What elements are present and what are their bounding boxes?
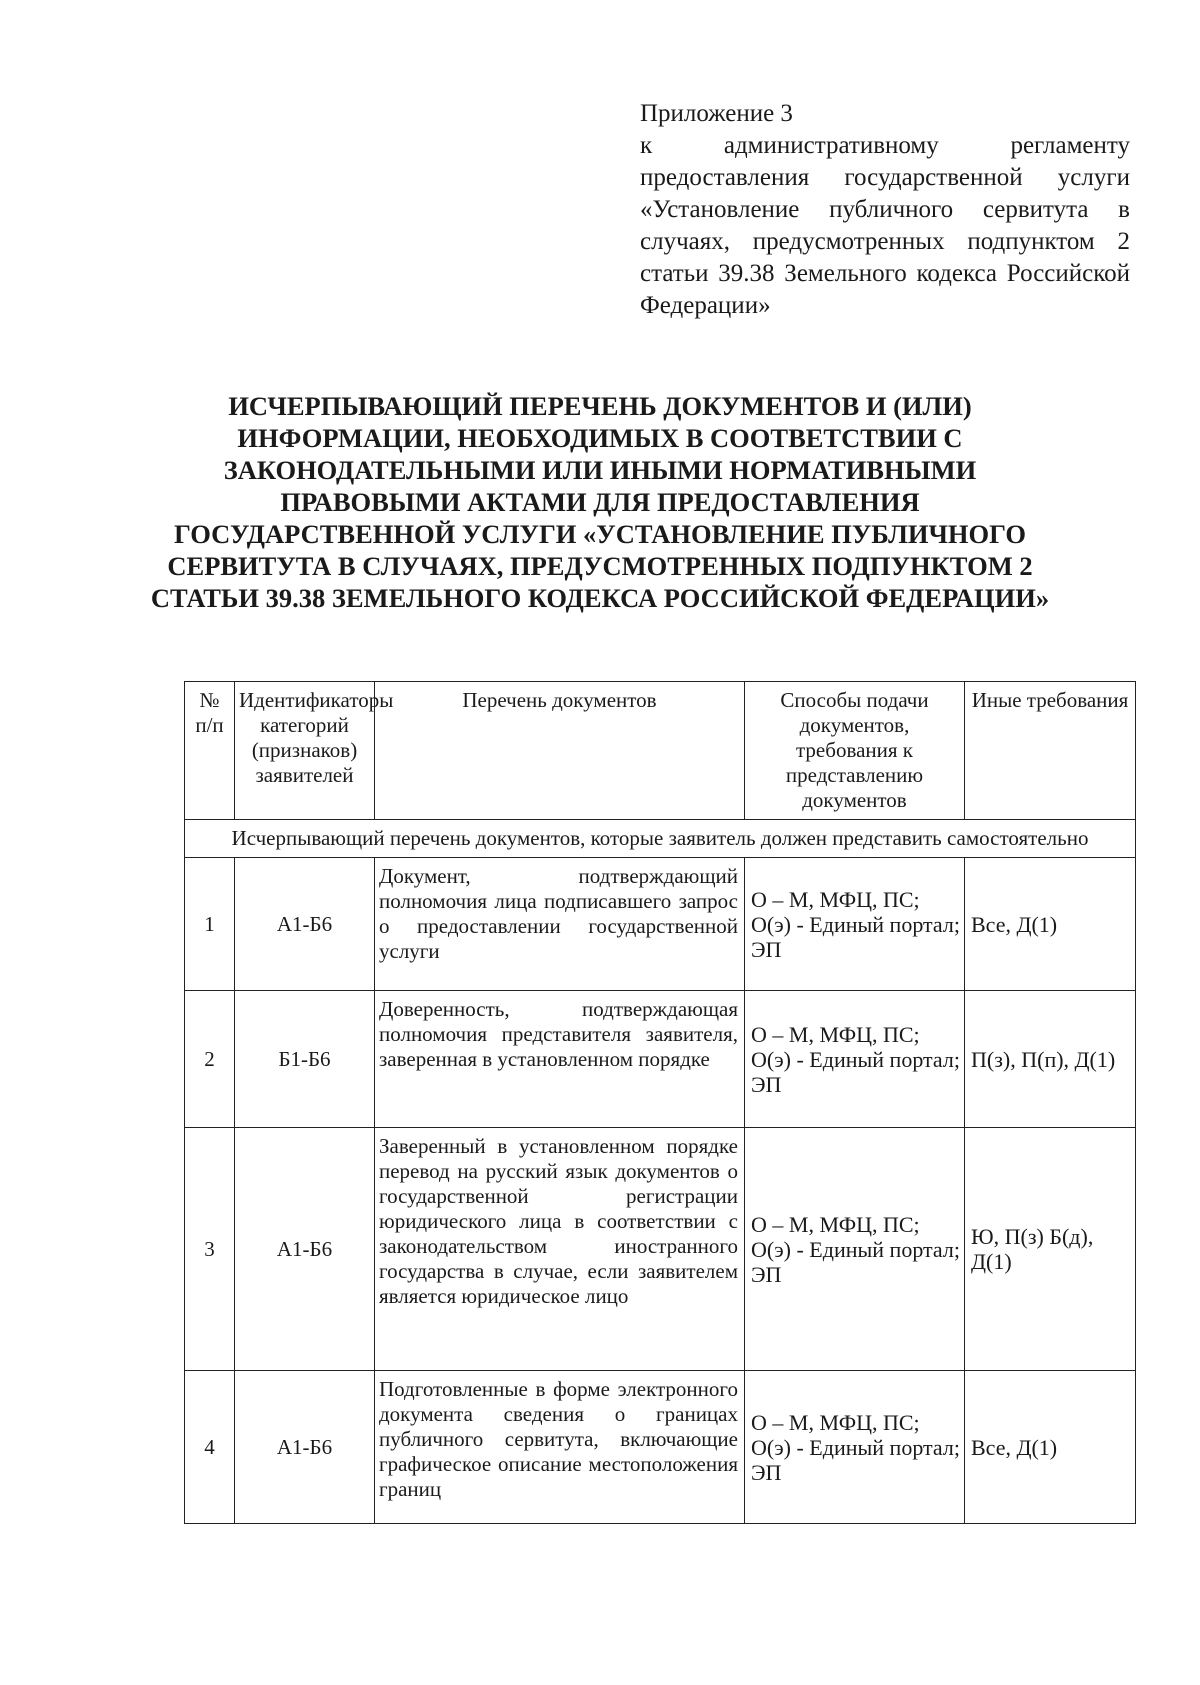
table-row — [185, 858, 1136, 991]
row-applicant-id: Б1-Б6 — [235, 991, 375, 1128]
appendix-number: Приложение 3 — [640, 100, 793, 127]
table-row — [185, 1128, 1136, 1371]
header-document-list: Перечень документов — [375, 682, 745, 820]
appendix-header — [640, 98, 1130, 322]
row-document: Документ, подтверждающий полномочия лица подписавшего запрос о предоставлении государственной услуги — [375, 858, 745, 991]
header-submission-methods: Способы подачи документов, требования к представлению документов — [745, 682, 965, 820]
table-row — [185, 991, 1136, 1128]
section-row — [185, 820, 1136, 858]
row-other-requirements: Все, Д(1) — [965, 858, 1136, 991]
row-applicant-id: А1-Б6 — [235, 858, 375, 991]
section-heading: Исчерпывающий перечень документов, которые заявитель должен представить самостоятельно — [185, 820, 1136, 858]
header-other-requirements: Иные требования — [965, 682, 1136, 820]
row-number: 2 — [185, 991, 235, 1128]
row-applicant-id: А1-Б6 — [235, 1128, 375, 1371]
table-header-row — [185, 682, 1136, 820]
row-other-requirements: Ю, П(з) Б(д), Д(1) — [965, 1128, 1136, 1371]
row-document: Подготовленные в форме электронного документа сведения о границах публичного сервитута, включающие графическое описание местоположения границ — [375, 1371, 745, 1524]
row-number: 4 — [185, 1371, 235, 1524]
row-document: Заверенный в установленном порядке перевод на русский язык документов о государственной регистрации юридического лица в соответствии с законодательством иностранного государства в случае, если заявителем является юридическое лицо — [375, 1128, 745, 1371]
header-applicant-ids: Идентификаторы категорий (признаков) заявителей — [235, 682, 375, 820]
row-submission-methods: О – М, МФЦ, ПС; О(э) - Единый портал; ЭП — [745, 1371, 965, 1524]
row-number: 1 — [185, 858, 235, 991]
header-number: № п/п — [185, 682, 235, 820]
row-submission-methods: О – М, МФЦ, ПС; О(э) - Единый портал; ЭП — [745, 991, 965, 1128]
row-other-requirements: П(з), П(п), Д(1) — [965, 991, 1136, 1128]
table-row — [185, 1371, 1136, 1524]
appendix-reference: к административному регламенту предоставления государственной услуги «Установление публичного сервитута в случаях, предусмотренных подпунктом 2 статьи 39.38 Земельного кодекса Российской Федерации» — [640, 132, 1130, 319]
row-submission-methods: О – М, МФЦ, ПС; О(э) - Единый портал; ЭП — [745, 858, 965, 991]
documents-table — [184, 681, 1136, 1524]
document-title: ИСЧЕРПЫВАЮЩИЙ ПЕРЕЧЕНЬ ДОКУМЕНТОВ И (ИЛИ) ИНФОРМАЦИИ, НЕОБХОДИМЫХ В СООТВЕТСТВИИ С ЗАКОНОДАТЕЛЬНЫМИ ИЛИ ИНЫМИ НОРМАТИВНЫМИ ПРАВОВЫМИ АКТАМИ ДЛЯ ПРЕДОСТАВЛЕНИЯ ГОСУДАРСТВЕННОЙ УСЛУГИ «УСТАНОВЛЕНИЕ ПУБЛИЧНОГО СЕРВИТУТА В СЛУЧАЯХ, ПРЕДУСМОТРЕННЫХ ПОДПУНКТОМ 2 СТАТЬИ 39.38 ЗЕМЕЛЬНОГО КОДЕКСА РОССИЙСКОЙ ФЕДЕРАЦИИ» — [150, 391, 1050, 613]
row-document: Доверенность, подтверждающая полномочия представителя заявителя, заверенная в установленном порядке — [375, 991, 745, 1128]
row-submission-methods: О – М, МФЦ, ПС; О(э) - Единый портал; ЭП — [745, 1128, 965, 1371]
row-other-requirements: Все, Д(1) — [965, 1371, 1136, 1524]
row-number: 3 — [185, 1128, 235, 1371]
row-applicant-id: А1-Б6 — [235, 1371, 375, 1524]
